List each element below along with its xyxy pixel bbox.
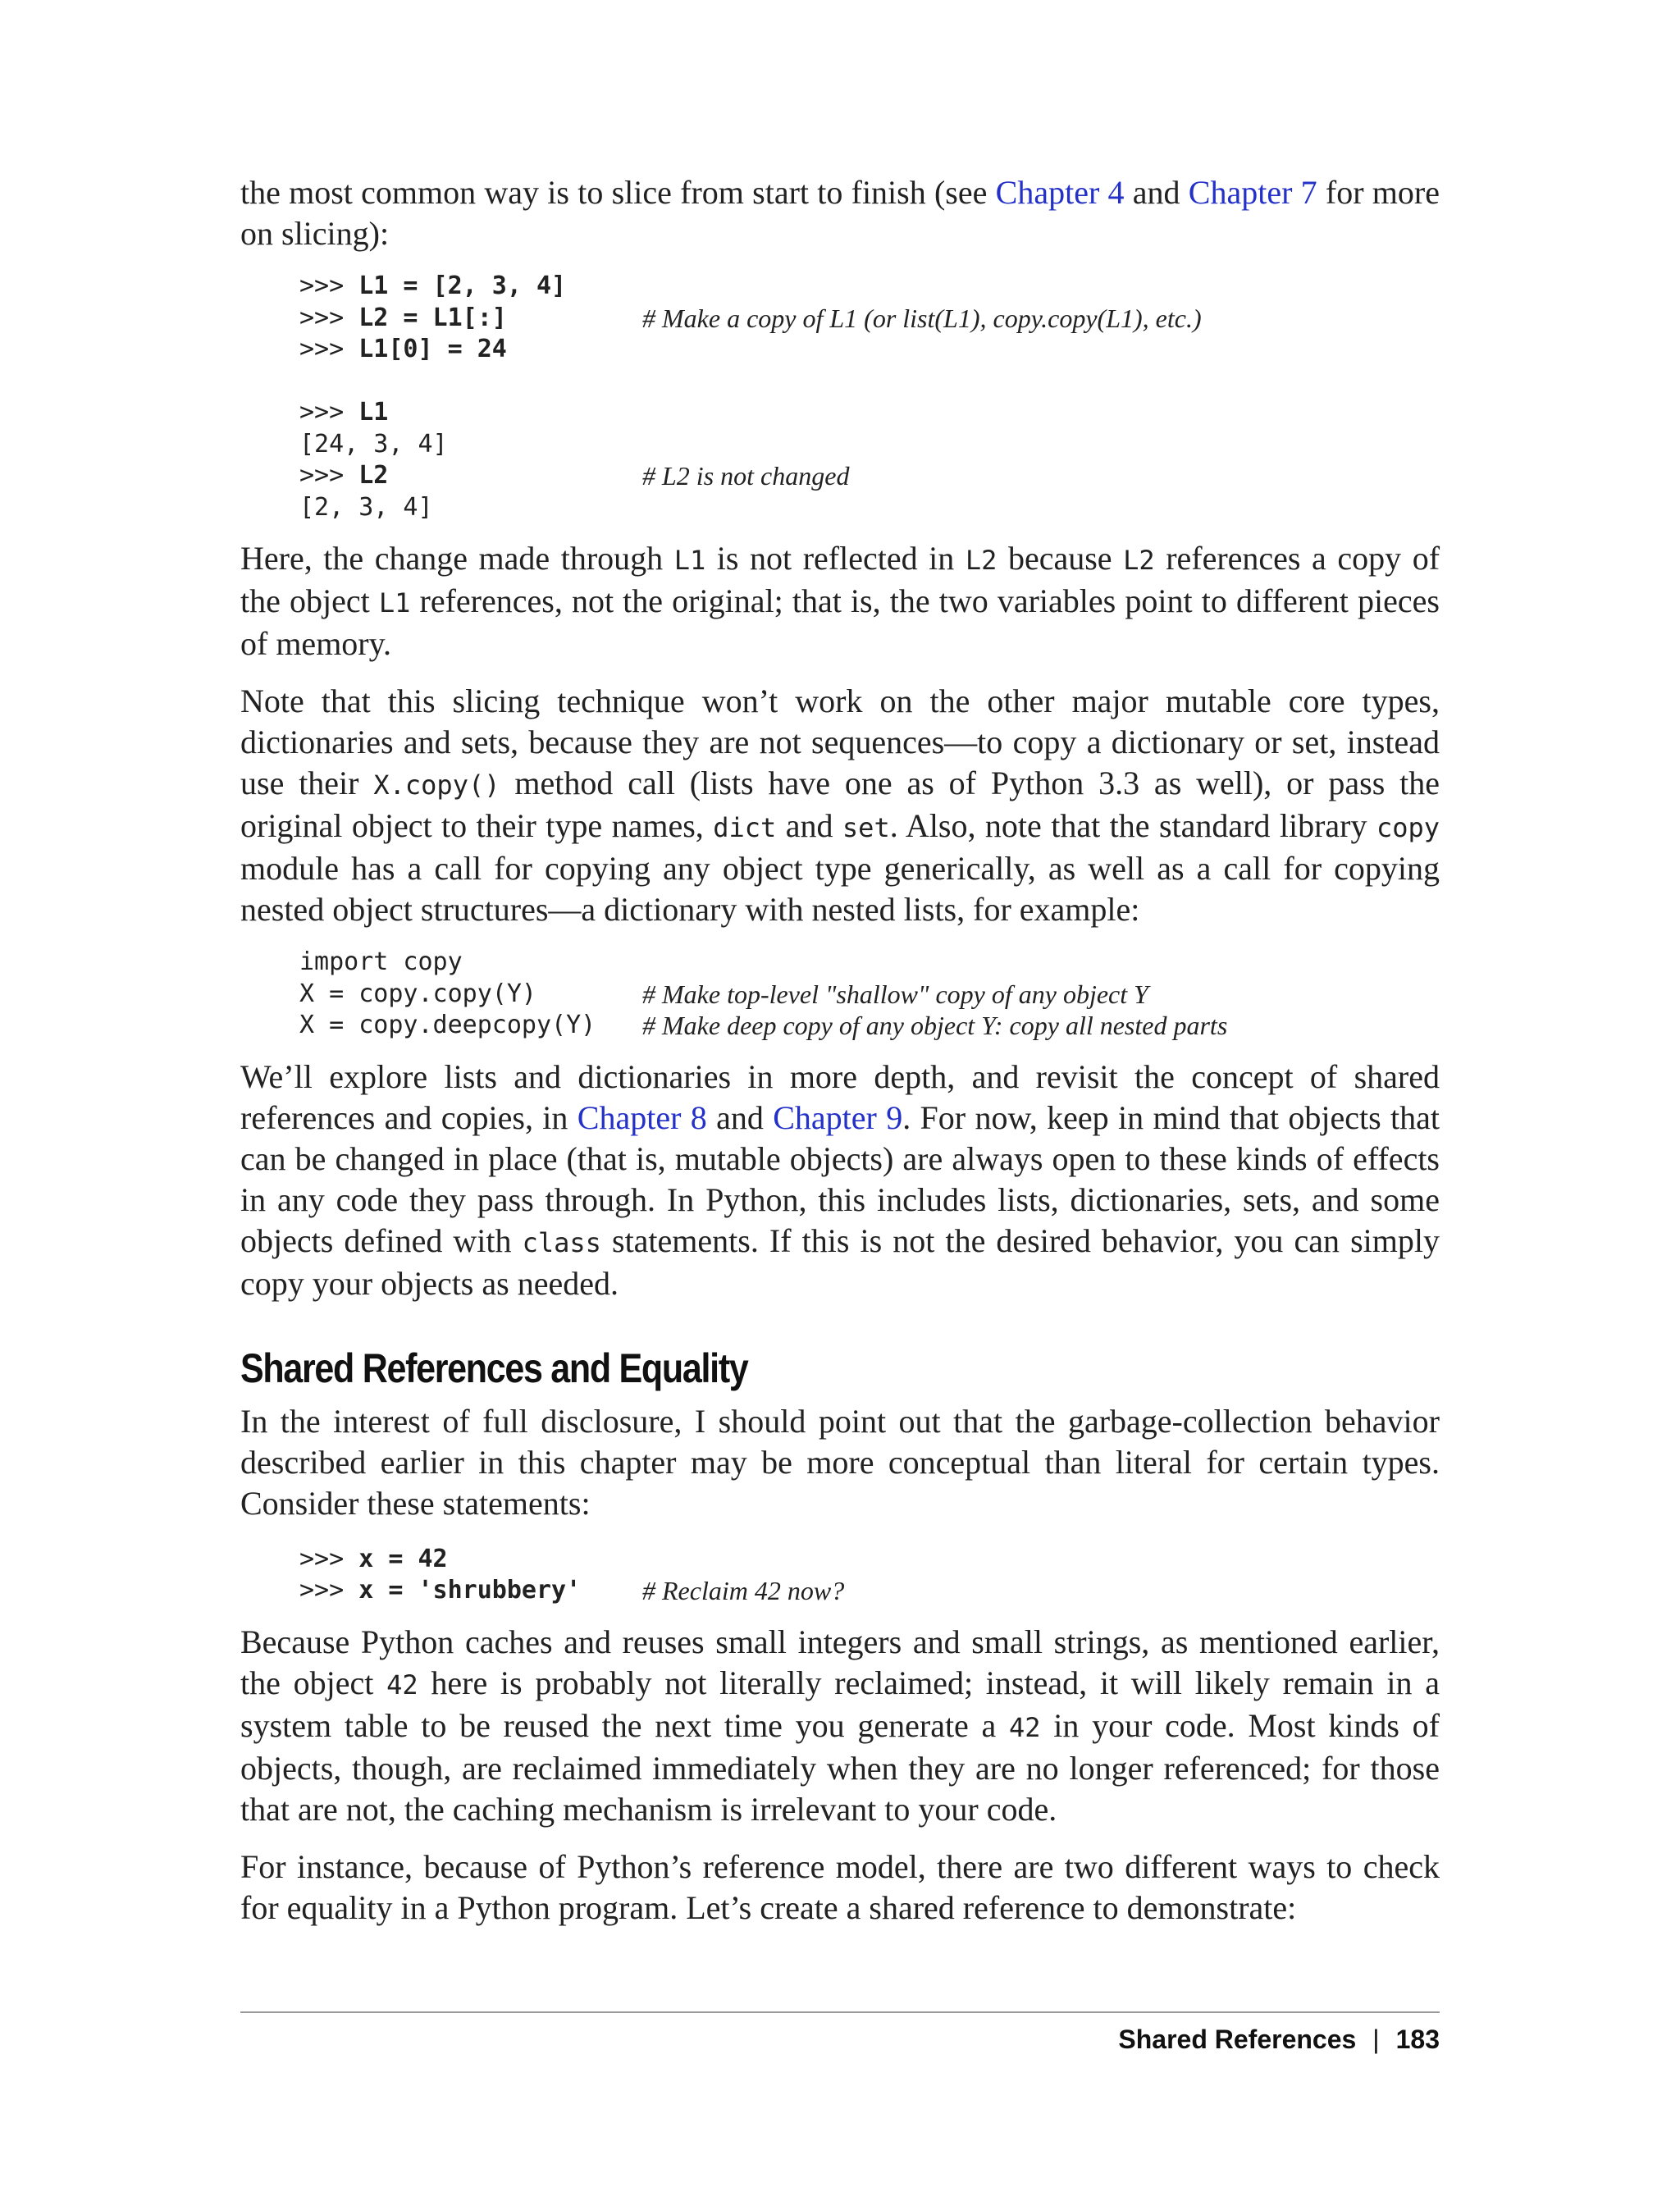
text: statements. If this is not the desired behavior, you can simply copy your objects as needed. <box>240 1221 1440 1302</box>
code-statement: L2 = L1[:] <box>358 303 507 332</box>
code-block-copy-module <box>299 947 1440 1042</box>
code-line <box>299 271 1440 303</box>
text: and <box>1124 174 1189 211</box>
inline-code: L1 <box>673 545 706 576</box>
text: module has a call for copying any object type generically, as well as a call for copying nested object structures—a dictionary with nested lists, for example: <box>240 850 1440 928</box>
code-statement: x = 'shrubbery' <box>358 1576 582 1605</box>
code-comment: # Reclaim 42 now? <box>642 1576 845 1605</box>
code-comment: # Make top-level "shallow" copy of any object Y <box>642 979 1148 1009</box>
code-line <box>299 334 1440 366</box>
code-comment: # L2 is not changed <box>642 461 850 491</box>
text: the most common way is to slice from start to finish (see <box>240 174 996 211</box>
link-chapter-9[interactable]: Chapter 9 <box>773 1098 903 1136</box>
code-comment: # Make a copy of L1 (or list(L1), copy.copy(L1), etc.) <box>642 303 1202 333</box>
code-text <box>299 303 642 335</box>
paragraph-caching <box>240 1622 1440 1830</box>
inline-code: copy <box>1376 812 1440 843</box>
code-text <box>299 429 642 461</box>
code-line <box>299 492 1440 524</box>
inline-code: class <box>522 1226 601 1258</box>
text: and <box>776 807 842 844</box>
footer-separator: | <box>1372 2025 1380 2054</box>
text: Note that this slicing technique won’t work on the other major mutable core types, dictionaries and sets, because they are not sequences—to copy a dictionary or set, instead use their <box>240 682 1440 801</box>
code-comment: # Make deep copy of any object Y: copy all nested parts <box>642 1011 1228 1040</box>
page-content <box>240 172 1440 1929</box>
code-text <box>299 460 642 492</box>
inline-code: dict <box>713 812 777 843</box>
text: . Also, note that the standard library <box>889 807 1376 844</box>
code-line <box>299 460 1440 492</box>
text: is not reflected in <box>705 540 966 577</box>
text: . For now, keep in mind that objects that can be changed in place (that is, mutable objects) are always open to these kinds of effects in any code they pass through. In Python, this includes lists, dictionaries, sets, and some objects defined with <box>240 1098 1440 1259</box>
code-statement: X = copy.deepcopy(Y) <box>299 1011 596 1039</box>
inline-code: L2 <box>1123 545 1155 576</box>
inline-code: 42 <box>1009 1711 1041 1743</box>
code-text <box>299 366 642 398</box>
prompt: >>> <box>299 303 359 332</box>
page-number: 183 <box>1395 2025 1440 2054</box>
code-statement: X = copy.copy(Y) <box>299 979 536 1008</box>
paragraph-equality <box>240 1847 1440 1929</box>
code-text <box>299 492 642 524</box>
prompt: >>> <box>299 1544 359 1573</box>
code-line <box>299 1575 1440 1607</box>
section-heading: Shared References and Equality <box>240 1344 748 1391</box>
code-text <box>299 397 642 429</box>
inline-code: 42 <box>386 1669 418 1701</box>
code-statement: L1[0] = 24 <box>358 335 507 363</box>
prompt: >>> <box>299 335 359 363</box>
running-footer-title: Shared References <box>1118 2025 1357 2054</box>
text: because <box>997 540 1124 577</box>
text: For instance, because of Python’s reference model, there are two different ways to check for equality in a Python program. Let’s create a shared reference to demonstrate: <box>240 1847 1440 1926</box>
code-text <box>299 334 642 366</box>
code-statement: [2, 3, 4] <box>299 492 433 522</box>
prompt: >>> <box>299 272 359 300</box>
code-statement: L1 <box>358 398 389 427</box>
text: references, not the original; that is, the two variables point to different pieces of memory. <box>240 582 1440 662</box>
text: for more on slicing): <box>240 174 1440 252</box>
footer-divider <box>240 2011 1440 2013</box>
text: references a copy of the object <box>240 540 1440 619</box>
code-block-reclaim <box>299 1544 1440 1607</box>
paragraph-slicing-intro <box>240 172 1440 254</box>
link-chapter-8[interactable]: Chapter 8 <box>577 1098 707 1136</box>
code-line <box>299 1010 1440 1042</box>
inline-code: set <box>842 812 890 843</box>
code-line <box>299 366 1440 398</box>
code-line <box>299 947 1440 979</box>
code-line <box>299 303 1440 335</box>
prompt: >>> <box>299 398 359 427</box>
code-statement: import copy <box>299 947 463 976</box>
inline-code: X.copy() <box>373 769 500 801</box>
code-text <box>299 271 642 303</box>
code-text <box>299 947 642 979</box>
text: method call (lists have one as of Python 3.3 as well), or pass the original object to their type names, <box>240 765 1440 844</box>
link-chapter-4[interactable]: Chapter 4 <box>995 174 1125 211</box>
text: in your code. Most kinds of objects, though, are reclaimed immediately when they are no longer referenced; for those that are not, the caching mechanism is irrelevant to your code. <box>240 1706 1440 1828</box>
inline-code: L1 <box>378 587 411 619</box>
code-statement: L1 = [2, 3, 4] <box>358 272 567 300</box>
text: In the interest of full disclosure, I should point out that the garbage-collection behavior described earlier in this chapter may be more conceptual than literal for certain types. Consider these statements: <box>240 1402 1440 1522</box>
paragraph-mutable-types <box>240 681 1440 930</box>
code-statement: x = 42 <box>358 1544 448 1573</box>
code-text <box>299 1010 642 1042</box>
code-text <box>299 1575 642 1607</box>
inline-code: L2 <box>965 545 998 576</box>
code-line <box>299 429 1440 461</box>
code-line <box>299 979 1440 1011</box>
prompt: >>> <box>299 461 359 490</box>
code-text <box>299 979 642 1011</box>
prompt: >>> <box>299 1576 359 1605</box>
code-line <box>299 1544 1440 1576</box>
text: Here, the change made through <box>240 540 674 577</box>
paragraph-copy-explanation <box>240 538 1440 664</box>
text: We’ll explore lists and dictionaries in more depth, and revisit the concept of shared references and copies, in <box>240 1057 1440 1136</box>
paragraph-lists-dictionaries <box>240 1057 1440 1304</box>
paragraph-disclosure <box>240 1401 1440 1524</box>
code-block-slice-copy <box>299 271 1440 523</box>
code-text <box>299 1544 642 1576</box>
page-footer <box>1118 2025 1440 2055</box>
code-statement: [24, 3, 4] <box>299 429 448 459</box>
text: and <box>706 1098 774 1136</box>
code-statement: L2 <box>358 461 389 490</box>
link-chapter-7[interactable]: Chapter 7 <box>1188 174 1317 211</box>
code-line <box>299 397 1440 429</box>
text: here is probably not literally reclaimed; instead, it will likely remain in a system table to be reused the next time you generate a <box>240 1664 1440 1744</box>
text: Because Python caches and reuses small integers and small strings, as mentioned earlier, the object <box>240 1623 1440 1701</box>
